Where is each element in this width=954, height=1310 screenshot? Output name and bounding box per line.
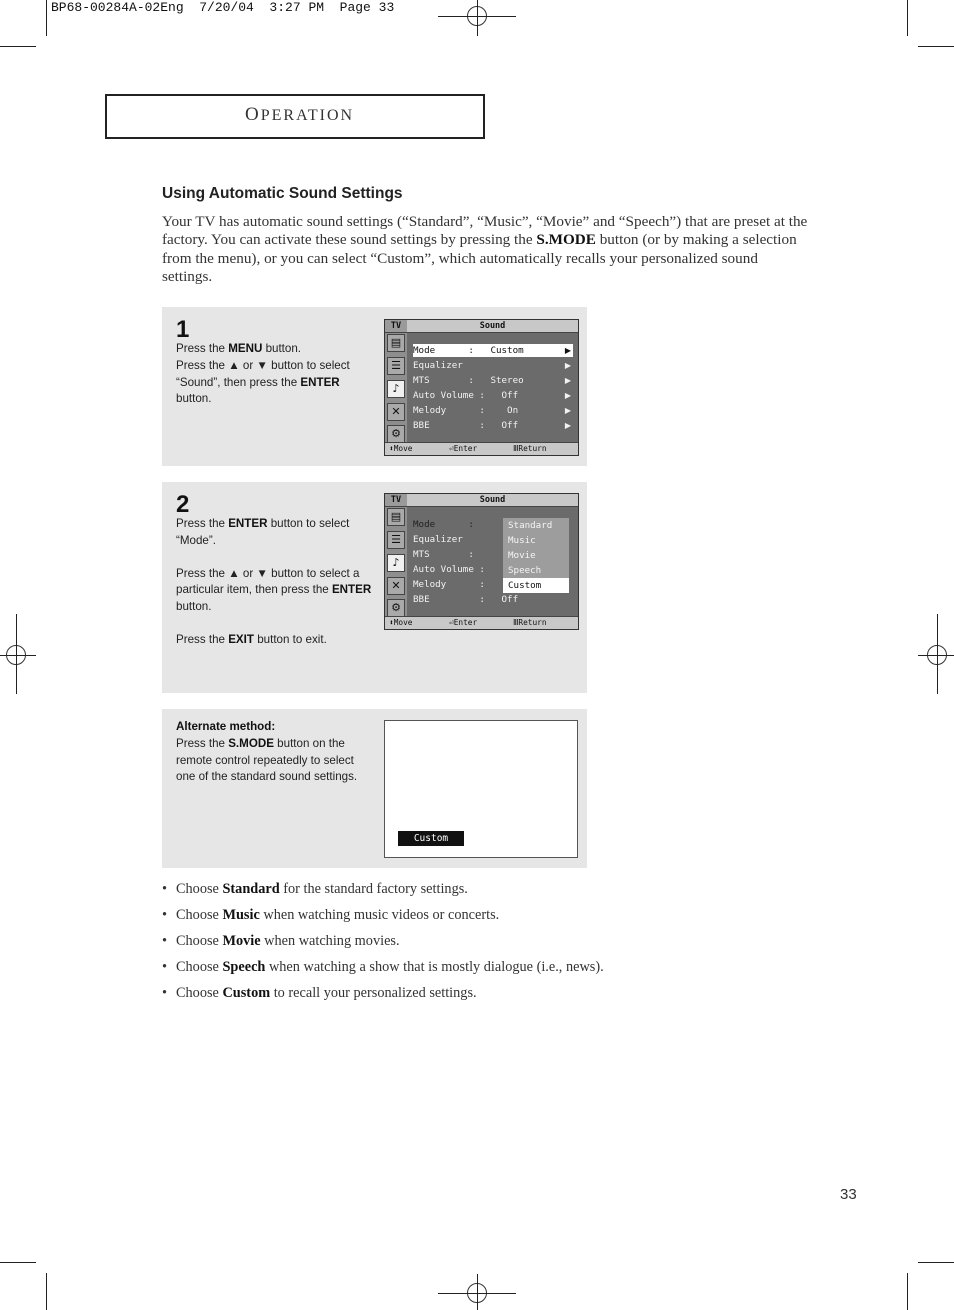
osd-enter-hint: ⏎Enter <box>449 618 478 627</box>
page-number: 33 <box>840 1186 857 1203</box>
text: button to select “Mode”. <box>176 517 350 547</box>
osd-row-text: Mode : Custom <box>413 345 524 356</box>
page-heading: Using Automatic Sound Settings <box>162 185 403 202</box>
text: Choose <box>176 881 223 897</box>
osd-footer <box>385 616 578 629</box>
key-name: ENTER <box>331 583 372 597</box>
osd-move-label: Move <box>393 618 413 627</box>
osd-row-melody: Melody : <box>413 579 485 590</box>
osd-row-text: BBE : Off <box>413 420 519 431</box>
osd-row-auto-volume: Auto Volume : <box>413 564 485 575</box>
osd-row-mode: Mode : <box>413 519 474 530</box>
key-name: ENTER <box>300 375 340 389</box>
channel-icon: ☰ <box>387 357 405 375</box>
arrow-right-icon: ▶ <box>564 361 571 370</box>
osd-return-hint: ⅢReturn <box>513 618 547 627</box>
bullet-icon: • <box>162 959 168 975</box>
list-item <box>162 958 812 984</box>
section-title-initial: O <box>245 104 261 125</box>
osd-tv-label: TV <box>385 494 407 506</box>
text: Choose <box>176 907 223 923</box>
osd-row-text: Auto Volume : Off <box>413 390 519 401</box>
osd-row-auto-volume <box>413 389 573 402</box>
osd-row-mts: MTS : <box>413 549 474 560</box>
mode-name: Standard <box>222 881 280 897</box>
sound-icon: ♪ <box>387 380 405 398</box>
osd-row-bbe: BBE : Off <box>413 594 519 605</box>
crop-mark <box>918 1262 954 1263</box>
registration-line <box>937 614 938 694</box>
alternate-title: Alternate method: <box>176 720 276 733</box>
crop-mark <box>918 46 954 47</box>
text: Choose <box>176 985 223 1001</box>
text: button. <box>262 342 302 355</box>
list-item <box>162 880 812 906</box>
alternate-text <box>176 736 376 786</box>
registration-line <box>16 614 17 694</box>
osd-return-hint: ⅢReturn <box>513 444 547 453</box>
osd-row-text: Melody : On <box>413 405 519 416</box>
key-name: MENU <box>228 342 263 355</box>
registration-line <box>0 655 36 656</box>
arrow-right-icon: ▶ <box>564 421 571 430</box>
osd-icon-column <box>385 507 407 616</box>
osd-move-label: Move <box>393 444 413 453</box>
bullet-icon: • <box>162 985 168 1001</box>
list-item <box>162 932 812 958</box>
section-title <box>245 104 354 126</box>
mode-option-standard: Standard <box>508 520 553 531</box>
osd-row-text: MTS : Stereo <box>413 375 524 386</box>
osd-enter-label: Enter <box>453 444 478 453</box>
text: for the standard factory settings. <box>279 881 468 897</box>
arrow-right-icon: ▶ <box>564 391 571 400</box>
text: when watching movies. <box>260 933 400 949</box>
osd-row-melody <box>413 404 573 417</box>
crop-mark <box>907 0 908 36</box>
section-title-rest: PERATION <box>260 107 355 124</box>
mode-name: Music <box>222 907 260 923</box>
step-1-line-2 <box>176 358 376 408</box>
setup-icon: ⚙ <box>387 425 405 443</box>
text: Press the <box>176 632 229 646</box>
registration-line <box>477 1274 478 1310</box>
key-name: ENTER <box>228 517 268 530</box>
osd-row-equalizer: Equalizer <box>413 534 463 545</box>
channel-icon: ☰ <box>387 531 405 549</box>
intro-text-end: button (or by making a selection from the menu), or you can select “Custom”, which automatically recalls your personalized sound settings. <box>162 231 797 286</box>
text: Press the <box>176 517 229 530</box>
setup-icon: ⚙ <box>387 599 405 617</box>
text: button. <box>176 600 212 614</box>
osd-row-equalizer <box>413 359 573 372</box>
step-2-line-1 <box>176 516 376 550</box>
bullet-icon: • <box>162 881 168 897</box>
mode-option-custom: Custom <box>503 578 569 593</box>
text: button on the remote control repeatedly to select one of the standard sound settings. <box>176 736 358 784</box>
spacer <box>176 616 376 632</box>
alternate-instructions <box>176 719 376 786</box>
osd-enter-label: Enter <box>453 618 478 627</box>
step-1-instructions <box>176 341 376 408</box>
spacer <box>176 550 376 566</box>
crop-mark <box>0 1262 36 1263</box>
osd-move-hint: ⬍Move <box>389 444 413 453</box>
tv-screen-preview <box>384 720 578 858</box>
text: Press the <box>176 342 229 355</box>
text: Choose <box>176 959 223 975</box>
text: Press the ▲ or ▼ button to select a particular item, then press the <box>176 566 360 597</box>
step-number: 1 <box>176 316 190 343</box>
mode-dropdown-list <box>503 518 569 593</box>
sound-mode-label: Custom <box>398 831 464 846</box>
alternate-method-panel <box>162 709 587 868</box>
osd-return-label: Return <box>518 444 547 453</box>
mode-name: Custom <box>222 985 271 1001</box>
antenna-icon: ✕ <box>387 403 405 421</box>
step-1-panel <box>162 307 587 466</box>
crop-mark <box>46 0 47 36</box>
step-2-instructions <box>176 516 376 649</box>
text: Choose <box>176 933 223 949</box>
text: button to exit. <box>253 632 327 646</box>
bullet-icon: • <box>162 933 168 949</box>
osd-move-hint: ⬍Move <box>389 618 413 627</box>
key-name: EXIT <box>228 632 254 646</box>
bullet-icon: • <box>162 907 168 923</box>
mode-name: Speech <box>222 959 266 975</box>
osd-tv-label: TV <box>385 320 407 332</box>
print-slug: BP68-00284A-02Eng 7/20/04 3:27 PM Page 33 <box>51 0 395 15</box>
step-2-line-3 <box>176 632 376 649</box>
picture-icon: ▤ <box>387 508 405 526</box>
intro-paragraph <box>162 213 810 287</box>
text: Press the ▲ or ▼ button to select “Sound”, then press the <box>176 358 350 389</box>
osd-sound-mode-menu <box>384 493 579 630</box>
step-1-line-1 <box>176 341 376 358</box>
crop-mark <box>907 1273 908 1310</box>
registration-line <box>918 655 954 656</box>
arrow-right-icon: ▶ <box>564 346 571 355</box>
osd-row-bbe <box>413 419 573 432</box>
step-number: 2 <box>176 491 190 518</box>
osd-return-label: Return <box>518 618 547 627</box>
crop-mark <box>0 46 36 47</box>
key-name: S.MODE <box>228 736 274 750</box>
osd-sound-menu <box>384 319 579 456</box>
list-item <box>162 984 812 1010</box>
text: button. <box>176 392 212 406</box>
osd-header <box>385 494 578 507</box>
step-2-panel <box>162 482 587 693</box>
osd-header <box>385 320 578 333</box>
osd-row-mode <box>413 344 573 357</box>
registration-line <box>477 0 478 36</box>
crop-mark <box>46 1273 47 1310</box>
intro-text: Your TV has automatic sound settings (“Standard”, “Music”, “Movie” and “Speech”) that are preset at the factory. You can activate these sound settings by pressing the <box>162 213 808 249</box>
osd-title: Sound <box>479 495 506 505</box>
mode-option-speech: Speech <box>508 565 542 576</box>
osd-enter-hint: ⏎Enter <box>449 444 478 453</box>
step-2-line-2 <box>176 566 376 616</box>
osd-title: Sound <box>479 321 506 331</box>
text: when watching a show that is mostly dialogue (i.e., news). <box>265 959 604 975</box>
mode-option-movie: Movie <box>508 550 536 561</box>
arrow-right-icon: ▶ <box>564 376 571 385</box>
text: when watching music videos or concerts. <box>259 907 500 923</box>
text: Press the <box>176 736 229 750</box>
intro-bold: S.MODE <box>536 231 596 249</box>
list-item <box>162 906 812 932</box>
picture-icon: ▤ <box>387 334 405 352</box>
arrow-right-icon: ▶ <box>564 406 571 415</box>
osd-row-mts <box>413 374 573 387</box>
antenna-icon: ✕ <box>387 577 405 595</box>
mode-option-music: Music <box>508 535 536 546</box>
sound-icon: ♪ <box>387 554 405 572</box>
mode-name: Movie <box>222 933 261 949</box>
osd-footer <box>385 442 578 455</box>
text: to recall your personalized settings. <box>270 985 477 1001</box>
osd-icon-column <box>385 333 407 442</box>
sound-mode-list <box>162 880 812 1010</box>
osd-row-text: Equalizer <box>413 360 463 371</box>
